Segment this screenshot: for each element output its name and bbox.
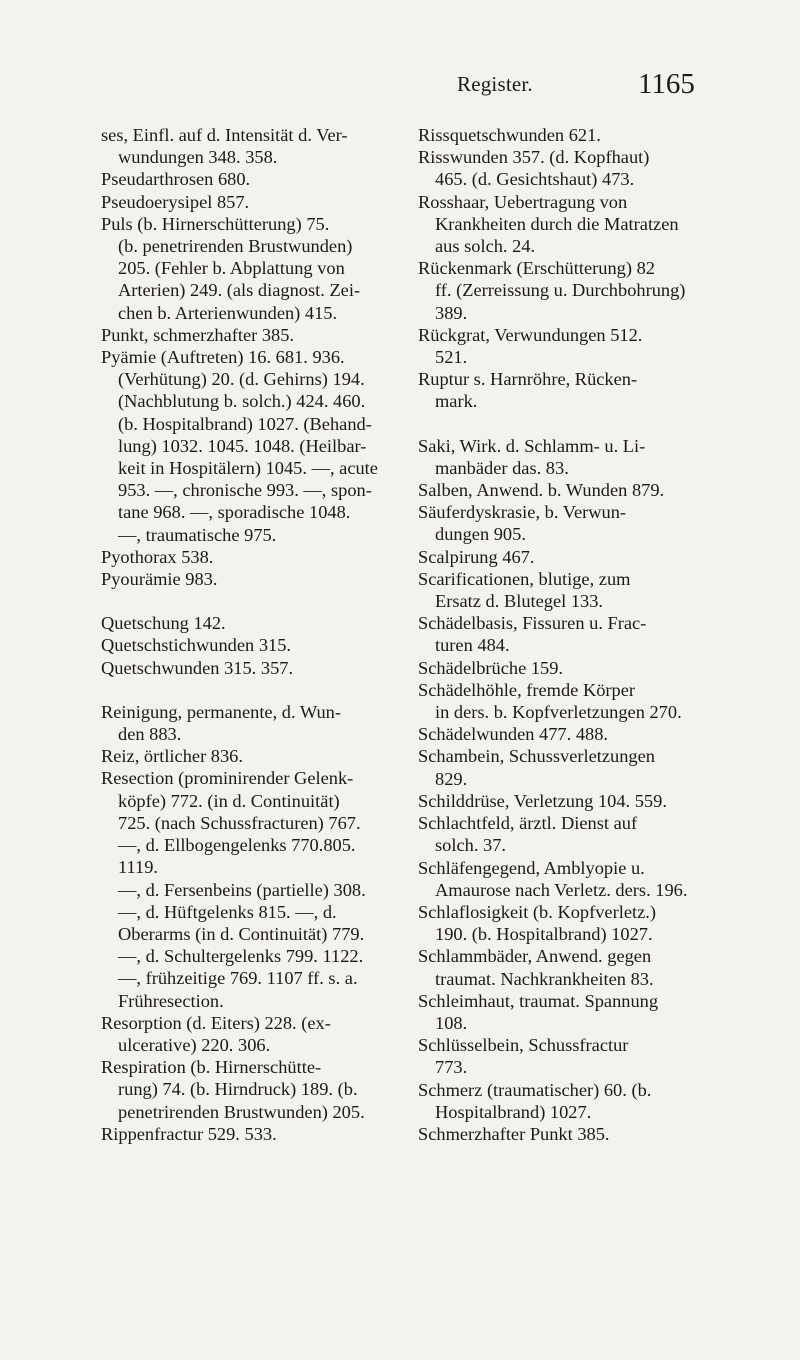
index-entry [101,1123,387,1145]
index-entry [418,546,724,568]
index-entry [418,568,724,612]
index-entry [101,124,387,168]
entry-line-continued: —, traumatische 975. [118,524,277,545]
entry-line-continued: Krankheiten durch die Matratzen [435,213,679,234]
entry-line-head: Schädelwunden 477. 488. [418,724,609,745]
entry-line-head: Resection (prominirender Gelenk- [101,768,354,789]
entry-line-continued: (Nachblutung b. solch.) 424. 460. [118,391,366,412]
index-entry [418,257,724,324]
entry-line-head: Reinigung, permanente, d. Wun- [101,701,341,722]
page-number: 1165 [638,68,695,100]
index-entry [101,546,387,568]
entry-line-continued: wundungen 348. 358. [118,147,278,168]
entry-line-continued: 205. (Fehler b. Abplattung von [118,258,345,279]
entry-line-head: Reiz, örtlicher 836. [101,746,243,767]
index-entry [101,346,387,546]
index-entry [418,368,724,412]
entry-line-head: Rissquetschwunden 621. [418,125,601,145]
index-entry [101,767,387,1011]
entry-line-continued: 389. [435,302,468,323]
entry-line-head: Rückenmark (Erschütterung) 82 [418,258,655,279]
index-entry [101,634,387,656]
index-column-right [418,124,724,1145]
entry-line-head: Risswunden 357. (d. Kopfhaut) [418,147,650,168]
entry-line-continued: Oberarms (in d. Continuität) 779. [118,923,365,944]
entry-line-continued: keit in Hospitälern) 1045. —, acute [118,458,378,479]
entry-line-continued: 521. [435,347,468,368]
entry-line-head: Rosshaar, Uebertragung von [418,191,628,212]
entry-line-continued: ulcerative) 220. 306. [118,1034,271,1055]
entry-line-head: Schläfengegend, Amblyopie u. [418,857,645,878]
page-header [0,68,800,112]
entry-line-continued: manbäder das. 83. [435,457,569,478]
entry-line-continued: —, d. Schultergelenks 799. 1122. [118,946,364,967]
index-entry [418,1123,724,1145]
entry-line-head: Respiration (b. Hirnerschütte- [101,1057,322,1078]
entry-line-head: Schädelbasis, Fissuren u. Frac- [418,613,647,634]
index-entry [418,990,724,1034]
entry-line-head: Pyothorax 538. [101,546,214,567]
entry-line-continued: (b. Hospitalbrand) 1027. (Behand- [118,413,372,434]
section-gap [101,590,387,612]
entry-line-continued: in ders. b. Kopfverletzungen 270. [435,702,682,723]
entry-line-continued: Frühresection. [118,990,224,1011]
entry-line-head: Pyourämie 983. [101,569,218,590]
entry-line-continued: —, d. Hüftgelenks 815. —, d. [118,901,337,922]
entry-line-continued: 190. (b. Hospitalbrand) 1027. [435,924,653,945]
entry-line-head: Schmerzhafter Punkt 385. [418,1123,610,1144]
entry-line-head: Resorption (d. Eiters) 228. (ex- [101,1012,331,1033]
entry-line-head: Schlüsselbein, Schussfractur [418,1035,629,1056]
entry-line-head: Schädelhöhle, fremde Körper [418,679,636,700]
entry-line-head: Pseudoerysipel 857. [101,191,250,212]
entry-line-continued: aus solch. 24. [435,236,536,257]
entry-line-continued: tane 968. —, sporadische 1048. [118,502,351,523]
index-entry [101,168,387,190]
index-entry [101,1012,387,1056]
entry-line-continued: Amaurose nach Verletz. ders. 196. [435,879,688,900]
index-entry [418,723,724,745]
entry-line-head: Scarificationen, blutige, zum [418,568,631,589]
index-entry [418,657,724,679]
index-entry [418,1079,724,1123]
section-gap [101,679,387,701]
entry-line-continued: den 883. [118,724,182,745]
entry-line-continued: Hospitalbrand) 1027. [435,1101,592,1122]
entry-line-continued: mark. [435,391,478,412]
index-entry [418,479,724,501]
entry-line-continued: —, d. Fersenbeins (partielle) 308. [118,879,366,900]
entry-line-head: Punkt, schmerzhafter 385. [101,324,295,345]
entry-line-head: Säuferdyskrasie, b. Verwun- [418,502,627,523]
section-gap [418,413,724,435]
index-entry [418,745,724,789]
entry-line-head: Rippenfractur 529. 533. [101,1123,277,1144]
index-entry [418,501,724,545]
index-entry [418,945,724,989]
entry-line-head: Quetschwunden 315. 357. [101,657,294,678]
entry-line-head: Schambein, Schussverletzungen [418,746,655,767]
index-entry [418,146,724,190]
index-entry [418,901,724,945]
entry-line-head: Schleimhaut, traumat. Spannung [418,990,659,1011]
entry-line-continued: rung) 74. (b. Hirndruck) 189. (b. [118,1079,358,1100]
index-entry [418,1034,724,1078]
index-entry [101,612,387,634]
index-column-left [101,124,387,1145]
index-entry [418,790,724,812]
entry-line-head: Pseudarthrosen 680. [101,169,251,190]
entry-line-head: Puls (b. Hirnerschütterung) 75. [101,213,330,234]
entry-line-head: Saki, Wirk. d. Schlamm- u. Li- [418,435,646,456]
index-entry [101,701,387,745]
entry-line-continued: 108. [435,1012,468,1033]
entry-line-continued: —, d. Ellbogengelenks 770.805. 1119. [118,835,356,878]
entry-line-continued: 725. (nach Schussfracturen) 767. [118,812,361,833]
entry-line-continued: (Verhütung) 20. (d. Gehirns) 194. [118,369,365,390]
entry-line-head: Schädelbrüche 159. [418,657,564,678]
entry-line-continued: dungen 905. [435,524,526,545]
entry-line-head: Salben, Anwend. b. Wunden 879. [418,480,665,501]
entry-line-head: Rückgrat, Verwundungen 512. [418,324,643,345]
index-entry [418,812,724,856]
entry-line-continued: turen 484. [435,635,510,656]
entry-line-continued: Ersatz d. Blutegel 133. [435,591,604,612]
index-entry [418,435,724,479]
entry-line-head: Schlachtfeld, ärztl. Dienst auf [418,813,638,834]
index-entry [101,657,387,679]
index-entry [418,191,724,258]
entry-line-continued: ff. (Zerreissung u. Durchbohrung) [435,280,686,301]
entry-line-head: Ruptur s. Harnröhre, Rücken- [418,369,638,390]
entry-line-head: Schmerz (traumatischer) 60. (b. [418,1079,652,1100]
running-title: Register. [457,72,533,96]
entry-line-continued: penetrirenden Brustwunden) 205. [118,1101,365,1122]
entry-line-continued: 465. (d. Gesichtshaut) 473. [435,169,635,190]
entry-line-continued: chen b. Arterienwunden) 415. [118,302,338,323]
entry-line-continued: traumat. Nachkrankheiten 83. [435,968,654,989]
entry-line-head: ses, Einfl. auf d. Intensität d. Ver- [101,125,348,145]
index-entry [101,213,387,324]
entry-line-continued: 953. —, chronische 993. —, spon- [118,480,372,501]
entry-line-continued: Arterien) 249. (als diagnost. Zei- [118,280,361,301]
index-entry [418,324,724,368]
entry-line-head: Schlaflosigkeit (b. Kopfverletz.) [418,901,656,922]
entry-line-continued: 773. [435,1057,468,1078]
index-entry [101,745,387,767]
index-entry [101,568,387,590]
index-entry [101,191,387,213]
entry-line-continued: solch. 37. [435,835,507,856]
index-entry [418,124,724,146]
entry-line-head: Quetschstichwunden 315. [101,635,292,656]
index-entry [101,1056,387,1123]
entry-line-continued: (b. penetrirenden Brustwunden) [118,236,353,257]
entry-line-head: Schlammbäder, Anwend. gegen [418,946,652,967]
entry-line-head: Scalpirung 467. [418,546,535,567]
entry-line-continued: —, frühzeitige 769. 1107 ff. s. a. [118,968,358,989]
entry-line-head: Pyämie (Auftreten) 16. 681. 936. [101,347,345,368]
entry-line-continued: köpfe) 772. (in d. Continuität) [118,790,340,811]
entry-line-continued: lung) 1032. 1045. 1048. (Heilbar- [118,435,367,456]
index-entry [418,679,724,723]
index-entry [418,857,724,901]
entry-line-head: Quetschung 142. [101,613,226,634]
index-entry [101,324,387,346]
entry-line-head: Schilddrüse, Verletzung 104. 559. [418,790,667,811]
index-entry [418,612,724,656]
entry-line-continued: 829. [435,768,468,789]
